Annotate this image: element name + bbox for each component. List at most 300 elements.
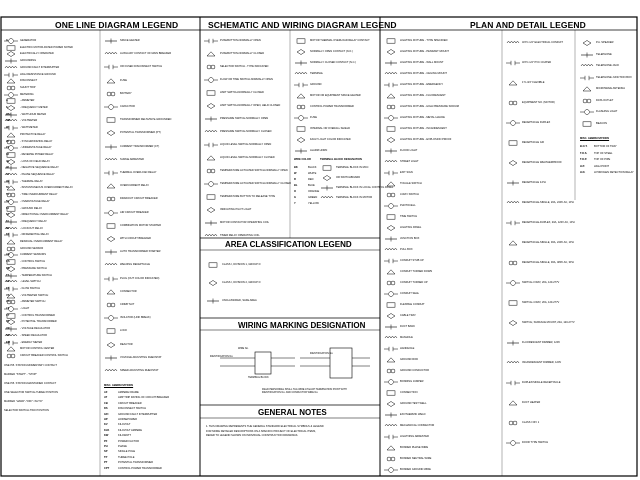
plan-legend-row	[384, 60, 500, 66]
legend-symbol-icon	[506, 80, 520, 86]
legend-description: - AMMETER SWITCH	[20, 300, 46, 304]
legend-code: R	[294, 178, 296, 181]
legend-description: TOP OF PIPE	[594, 158, 611, 161]
plan-legend-row	[384, 82, 500, 88]
legend-symbol-icon	[104, 328, 118, 334]
legend-description: LIGHTING FIXTURE - EMERGENCY	[400, 83, 444, 86]
legend-description: - AMMETER	[20, 99, 35, 103]
legend-description: - OVERVOLTAGE RELAY	[20, 199, 50, 203]
legend-description: CONDUIT STUB UP	[400, 259, 424, 262]
one-line-legend-row	[104, 328, 198, 334]
legend-symbol-icon	[104, 196, 118, 202]
legend-symbol-icon	[506, 120, 520, 126]
legend-description: INTERNAL OR OVERALL SHIELD	[310, 127, 351, 130]
plan-legend-row	[580, 109, 636, 115]
plan-legend-row	[384, 258, 500, 264]
legend-description: CONDUIT TURNED UP	[400, 281, 428, 284]
one-line-legend-row	[104, 130, 198, 136]
plan-legend-row	[506, 260, 574, 266]
one-line-legend-row	[4, 212, 98, 218]
legend-symbol-icon	[580, 40, 594, 46]
legend-code: CT	[6, 313, 10, 317]
legend-symbol-icon	[204, 116, 218, 122]
legend-symbol-icon	[384, 148, 398, 154]
legend-description: ELECTRIC MOTOR-RATED POWER NOTED	[20, 45, 73, 49]
legend-symbol-icon	[4, 78, 18, 84]
legend-description: SWITCH-3 WAY, 20A, 120-277V	[522, 281, 560, 284]
terminal-block-row	[320, 165, 378, 171]
legend-description: AMPERE FRAME	[118, 391, 139, 394]
legend-symbol-icon	[294, 126, 308, 132]
plan-legend-row	[384, 93, 500, 99]
plan-legend-row	[384, 434, 500, 440]
legend-description: METERING	[20, 92, 34, 96]
legend-symbol-icon	[294, 71, 308, 77]
plan-legend-row	[506, 160, 574, 166]
wire-color-row	[294, 201, 318, 207]
one-line-legend-row	[4, 279, 98, 285]
legend-symbol-icon	[384, 71, 398, 77]
legend-symbol-icon	[384, 412, 398, 418]
plan-legend-row	[506, 140, 574, 146]
legend-description: ONE SELECTOR SWITCH-THREE POSITION	[4, 391, 58, 394]
schematic-legend-row	[294, 49, 378, 55]
legend-description: 3/4"C-1/4" ELECTRICAL CONDUIT	[522, 41, 563, 44]
legend-description: BOTTOM OF TRAY	[594, 145, 617, 148]
legend-symbol-icon	[384, 60, 398, 66]
one-line-legend-row	[4, 239, 98, 245]
legend-symbol-icon	[204, 103, 218, 109]
plan-legend-row	[384, 148, 500, 154]
legend-description: - PHASE SEQUENCE RELAY	[20, 173, 55, 176]
one-line-legend-row	[4, 226, 98, 232]
legend-code: GFI	[104, 412, 109, 416]
legend-code: B.O.T.	[580, 145, 588, 148]
one-line-legend-row	[104, 38, 198, 44]
legend-description: HYDROGEN DETECTION RELAY	[594, 171, 634, 174]
legend-symbol-icon	[580, 52, 594, 58]
general-note-row	[206, 433, 376, 439]
plan-legend-row	[506, 340, 574, 346]
legend-description: - REVERSE POWER RELAY	[20, 152, 54, 156]
legend-description: BATTERY	[120, 91, 132, 95]
legend-symbol-icon	[384, 159, 398, 165]
legend-code: HP	[104, 418, 108, 421]
plan-legend-row	[384, 104, 500, 110]
legend-description: MOTOR OR EQUIPMENT SPACE HEATER	[310, 94, 361, 97]
legend-code: TP	[104, 455, 108, 459]
legend-description: DISCONNECT SWITCH	[118, 407, 147, 411]
legend-description: RECEPTACLE WEATHERPROOF	[522, 161, 562, 164]
legend-description: DOOR TYPE SWITCH	[522, 441, 549, 444]
legend-description: FOR MORE DETAILED DESCRIPTIONS ON A SPECIFIC PROJECT OF ELECTRICAL ITEMS,	[206, 429, 316, 433]
plan-legend-row	[384, 269, 500, 275]
legend-description: ONE P.B. STATION-MAINTAINED CONTACT	[4, 382, 57, 385]
legend-description: ISOLATOR (LINK BREAK)	[120, 316, 151, 320]
legend-description: NORMALLY OPEN CONTACT (N.O.)	[310, 50, 353, 53]
legend-symbol-icon	[4, 239, 18, 245]
legend-symbol-icon	[320, 165, 334, 171]
legend-code: SP	[104, 450, 108, 454]
one-line-legend-row	[4, 219, 98, 225]
legend-description: THREE POLE	[118, 455, 135, 459]
legend-description: - POTENTIAL TRANSFORMER	[20, 320, 57, 324]
one-line-legend-row	[4, 132, 98, 138]
legend-description: - WATTHOUR METER	[20, 112, 47, 116]
legend-description: RED	[308, 178, 314, 181]
one-line-legend-row	[4, 259, 98, 265]
legend-symbol-icon	[384, 456, 398, 462]
plan-legend-row	[384, 126, 500, 132]
legend-description: CURRENT TRANSFORMER (CT)	[120, 144, 160, 148]
legend-description: DUCT HEATER	[522, 401, 541, 404]
legend-description: - FREQUENCY METER	[20, 106, 48, 109]
legend-description: AIR CIRCUIT BREAKER	[120, 210, 149, 214]
schematic-legend-row	[204, 155, 290, 161]
legend-symbol-icon	[384, 104, 398, 110]
legend-symbol-icon	[506, 380, 520, 386]
legend-symbol-icon	[4, 92, 18, 98]
legend-description: SINGLE POLE	[118, 450, 136, 454]
legend-description: PRESSURE SWITCH-NORMALLY CLOSED	[220, 130, 272, 133]
legend-symbol-icon	[104, 91, 118, 97]
legend-description: PRESSURE SWITCH-NORMALLY OPEN	[220, 117, 269, 120]
legend-description: TRANSFORMER DELTA/WYE-GROUNDED	[120, 118, 172, 122]
legend-description: POTENTIAL TRANSFORMER (PT)	[120, 131, 161, 135]
legend-symbol-icon	[206, 262, 220, 268]
legend-description: LIGHTING PANEL	[400, 226, 422, 229]
legend-description: GREEN	[308, 196, 318, 199]
schematic-legend-row	[294, 71, 378, 77]
plan-legend-row	[384, 71, 500, 77]
legend-symbol-icon	[506, 220, 520, 226]
one-line-legend-row	[4, 252, 98, 258]
legend-symbol-icon	[384, 324, 398, 330]
legend-description: SPEED ADJUSTING RHEOSTAT	[120, 369, 159, 372]
one-line-legend-row	[104, 223, 198, 229]
one-line-legend-row	[4, 78, 98, 84]
legend-symbol-icon	[204, 90, 218, 96]
legend-description: - LOCKOUT RELAY	[20, 226, 44, 230]
legend-symbol-icon	[204, 38, 218, 44]
legend-symbol-icon	[104, 276, 118, 282]
legend-description: PROTECTIVE RELAY	[20, 132, 46, 136]
legend-description: LIQUID LEVEL SWITCH-NORMALLY OPEN	[220, 143, 272, 146]
legend-description: BONDING JUMPER	[400, 380, 424, 383]
legend-description: LIGHTING FIXTURE - INCANDESCENT	[400, 127, 447, 130]
terminal-block-row	[320, 175, 378, 181]
one-line-legend-row	[4, 118, 98, 124]
legend-description: RECEPTACLE-SINGLE, 30A, 240V AC, 1PH	[522, 241, 574, 244]
area-classification-row	[206, 298, 376, 304]
legend-symbol-icon	[506, 200, 520, 206]
plan-legend-row	[384, 137, 500, 143]
plan-legend-row	[506, 120, 574, 126]
one-line-legend-row	[104, 342, 198, 348]
schematic-legend-row	[204, 38, 290, 44]
legend-symbol-icon	[384, 445, 398, 451]
legend-description: CONTROL POWER TRANSFORMER	[118, 466, 162, 470]
legend-description: TOP OF STEEL	[594, 151, 613, 155]
legend-code: 40	[6, 159, 9, 163]
schematic-legend-row	[204, 103, 290, 109]
legend-description: 1"C-3/4" FLEXIBLE	[522, 81, 545, 84]
legend-description: - ENERGY METER	[20, 340, 43, 344]
legend-description: OVERCURRENT RELAY	[120, 184, 150, 188]
legend-description: DATA OUTLET	[596, 98, 614, 102]
legend-description: GROUND SENSOR	[20, 246, 44, 250]
legend-description: LIGHTING FIXTURE - METAL HALIDE	[400, 116, 445, 119]
schematic-legend-row	[204, 233, 290, 239]
legend-description: CIRCUIT BREAKER	[118, 401, 142, 405]
legend-description: HANDHOLE	[400, 347, 415, 350]
legend-symbol-icon	[204, 233, 218, 239]
legend-description: RECEPTACLE-SINGLE, 30A, 480V AC, 3PH	[522, 261, 574, 264]
plan-legend-row	[384, 445, 500, 451]
one-line-legend-row	[4, 72, 98, 78]
area-legend-title: AREA CLASSIFICATION LEGEND	[225, 240, 352, 249]
plan-legend-row	[506, 200, 574, 206]
legend-symbol-icon	[384, 115, 398, 121]
legend-description: SWITCH, SURFACE MOUNT, 20A, 120-277V	[522, 321, 575, 324]
legend-symbol-icon	[104, 144, 118, 150]
general-notes-title: GENERAL NOTES	[258, 408, 327, 417]
plan-legend-row	[384, 203, 500, 209]
legend-code: 59	[6, 199, 9, 203]
legend-code: 64	[6, 206, 9, 210]
legend-description: MOTOR CONTROL CENTER	[20, 347, 55, 351]
one-line-legend-row	[4, 152, 98, 158]
legend-description: LIMIT SWITCH-NORMALLY CLOSED	[220, 91, 264, 94]
plan-legend-row	[506, 220, 574, 226]
legend-symbol-icon	[384, 368, 398, 374]
one-line-legend-row	[4, 293, 98, 299]
legend-code: TS	[6, 273, 10, 277]
legend-description: YELLOW	[308, 202, 319, 205]
schematic-legend-row	[204, 90, 290, 96]
legend-symbol-icon	[206, 298, 220, 304]
one-line-legend-row	[4, 51, 98, 57]
legend-symbol-icon	[4, 132, 18, 138]
schematic-legend-row	[294, 148, 378, 154]
schematic-legend-row	[294, 137, 378, 143]
wire-color-title: WIRE COLOR	[294, 158, 311, 161]
legend-symbol-icon	[104, 38, 118, 44]
legend-symbol-icon	[104, 315, 118, 321]
plan-legend-row	[506, 300, 574, 306]
one-line-legend-row	[4, 206, 98, 212]
legend-description: CONDUIT TURNED DOWN	[400, 270, 433, 273]
legend-symbol-icon	[506, 300, 520, 306]
legend-code: KVA	[104, 428, 110, 432]
legend-symbol-icon	[384, 291, 398, 297]
legend-symbol-icon	[384, 203, 398, 209]
legend-description: BLUE	[308, 184, 315, 187]
terminal-block-label: TERMINAL BLOCK	[248, 376, 269, 379]
legend-description: - TEMPERATURE SWITCH	[20, 273, 52, 277]
legend-symbol-icon	[204, 129, 218, 135]
plan-legend-row	[384, 236, 500, 242]
legend-description: UNCLASSIFIED, SAFE AREA	[222, 299, 257, 302]
plan-legend-row	[580, 63, 636, 69]
schematic-legend-row	[204, 181, 290, 187]
legend-description: LIGHTING FIXTURE - WALL MOUNT	[400, 61, 444, 64]
legend-description: FUSE	[120, 78, 127, 82]
schematic-legend-row	[294, 82, 378, 88]
legend-symbol-icon	[104, 368, 118, 374]
legend-symbol-icon	[506, 440, 520, 446]
schematic-legend-row	[204, 51, 290, 57]
one-line-legend-row	[104, 117, 198, 123]
legend-description: RECEPTACLE-SINGLE, 20A, 240V AC, 1PH	[522, 201, 574, 204]
schematic-legend-row	[204, 129, 290, 135]
legend-symbol-icon	[506, 100, 520, 106]
legend-description: GROUND	[310, 83, 322, 86]
legend-symbol-icon	[384, 126, 398, 132]
legend-description: EXOTHERMIC WELD	[400, 413, 426, 416]
legend-symbol-icon	[384, 302, 398, 308]
legend-code: CS	[6, 260, 10, 264]
legend-symbol-icon	[104, 223, 118, 229]
legend-symbol-icon	[384, 214, 398, 220]
legend-code: H.D.	[580, 171, 586, 174]
legend-symbol-icon	[384, 236, 398, 242]
schematic-legend-row	[204, 168, 290, 174]
one-line-legend-row	[4, 179, 98, 185]
legend-description: LIMIT SWITCH-NORMALLY OPEN, HELD CLOSED	[220, 104, 281, 107]
plan-legend-row	[506, 380, 574, 386]
one-line-legend-row	[4, 65, 98, 71]
one-line-legend-row	[104, 170, 198, 176]
legend-code: 87	[6, 233, 9, 237]
legend-description: MOTOR CONTACTOR OPERATING COIL	[220, 221, 270, 224]
legend-code: CB	[104, 401, 108, 405]
one-line-legend-row	[104, 91, 198, 97]
legend-code: T.O.S.	[580, 151, 588, 155]
wiring-legend-title: WIRING MARKING DESIGNATION	[238, 321, 366, 330]
one-line-note-row	[4, 381, 98, 387]
legend-symbol-icon	[384, 258, 398, 264]
legend-description: TELEPHONE JACK	[596, 64, 620, 67]
one-line-legend-row	[104, 78, 198, 84]
legend-symbol-icon	[506, 420, 520, 426]
legend-description: TERMINAL BLOCK IN MOTOR	[336, 196, 373, 199]
legend-description: 3-WAY SWITCH	[400, 193, 419, 196]
one-line-legend-row	[4, 346, 98, 352]
legend-description: 1. THIS DRAWING REPRESENTS THE GENERAL STANDARD ELECTRICAL SYMBOLS & LEGEND	[206, 425, 324, 428]
legend-description: ELECTRICALLY OPERATED	[20, 52, 54, 56]
legend-symbol-icon	[384, 247, 398, 253]
legend-symbol-icon	[294, 49, 308, 55]
legend-description: TOGGLE SWITCH	[400, 182, 422, 185]
legend-symbol-icon	[384, 434, 398, 440]
legend-symbol-icon	[204, 51, 218, 57]
plan-legend-row	[506, 360, 574, 366]
legend-symbol-icon	[384, 357, 398, 363]
legend-description: EQUIPMENT NO. (MOTOR)	[522, 101, 555, 104]
legend-code: 81	[6, 219, 9, 223]
terminal-block-row	[320, 185, 394, 191]
legend-description: CIRCUIT BREAKER CONTROL SWITCH	[20, 353, 68, 357]
one-line-legend-title: ONE LINE DIAGRAM LEGEND	[55, 20, 179, 30]
legend-description: BONDED PHASE WIRE	[400, 446, 429, 449]
plan-legend-row	[384, 412, 500, 418]
one-line-legend-row	[4, 45, 98, 51]
one-line-note-row	[4, 363, 98, 369]
terminal-block-title: TERMINAL BLOCK DESIGNATION	[320, 158, 362, 161]
misc-abbreviations-title: MISC. ABBREVIATIONS	[104, 384, 134, 387]
one-line-legend-row	[4, 299, 98, 305]
one-line-legend-row	[104, 157, 198, 163]
plan-legend-row	[580, 75, 636, 81]
plan-legend-row	[384, 181, 500, 187]
one-line-legend-row	[104, 302, 198, 308]
legend-description: INDICATING PILOT LIGHT	[220, 208, 252, 211]
one-line-legend-row	[4, 313, 98, 319]
identification-no-label-2: IDENTIFICATION No.	[310, 352, 334, 355]
legend-code: 47	[6, 173, 9, 176]
plan-legend-row	[506, 180, 574, 186]
legend-description: SPACE HEATER	[120, 39, 140, 42]
one-line-legend-row	[104, 196, 198, 202]
legend-symbol-icon	[294, 60, 308, 66]
legend-description: TEMPERATURE ACTUATED SWITCH-NORMALLY CLOSED	[220, 182, 291, 185]
legend-symbol-icon	[204, 207, 218, 213]
legend-symbol-icon	[204, 142, 218, 148]
legend-code: VR	[6, 327, 10, 331]
legend-description: LIGHTING FIXTURE - CEILING MOUNT	[400, 72, 447, 75]
legend-description: LIGHTING FIXTURE - PENDANT MOUNT	[400, 50, 449, 53]
legend-description: - DIRECTIONAL OVERCURRENT RELAY	[20, 213, 69, 217]
schematic-legend-row	[204, 142, 290, 148]
legend-symbol-icon	[580, 109, 594, 115]
legend-symbol-icon	[580, 63, 594, 69]
legend-code: SR	[6, 333, 10, 337]
legend-symbol-icon	[506, 40, 520, 46]
legend-description: TIMER RELAY OPERATING COIL	[220, 234, 260, 237]
legend-code: Y	[294, 202, 296, 205]
legend-symbol-icon	[506, 260, 520, 266]
legend-description: JUNCTION BOX	[400, 237, 420, 240]
legend-code: F	[6, 106, 8, 109]
one-line-legend-row	[104, 368, 198, 374]
legend-code: G	[294, 196, 297, 199]
one-line-legend-row	[104, 144, 198, 150]
legend-description: TELEPHONE	[596, 52, 612, 56]
legend-symbol-icon	[580, 86, 594, 92]
legend-code: CPT	[104, 466, 110, 470]
plan-legend-row	[384, 159, 500, 165]
plan-abbreviation-row	[580, 157, 636, 163]
legend-description: LIGHTING FIXTURE - TYPE SPECIFIED	[400, 39, 448, 42]
plan-legend-row	[384, 38, 500, 44]
legend-description: MARKED "HAND"-"OFF"-"AUTO"	[4, 400, 43, 403]
legend-symbol-icon	[384, 423, 398, 429]
legend-description: SWITCH-4 WAY, 20A, 120-277V	[522, 301, 560, 304]
plan-legend-row	[506, 400, 574, 406]
legend-symbol-icon	[506, 360, 520, 366]
plan-abbreviation-row	[580, 170, 636, 176]
one-line-note-row	[4, 372, 98, 378]
one-line-legend-row	[4, 319, 98, 325]
legend-symbol-icon	[104, 183, 118, 189]
plan-legend-row	[384, 170, 500, 176]
legend-description: BONDED GROUND WIRE	[400, 468, 431, 471]
legend-description: LIGHTING FIXTURE - HIGH PRESSURE SODIUM	[400, 105, 459, 108]
one-line-legend-row	[4, 340, 98, 346]
legend-symbol-icon	[384, 280, 398, 286]
legend-description: EXIT SIGN	[400, 171, 413, 174]
